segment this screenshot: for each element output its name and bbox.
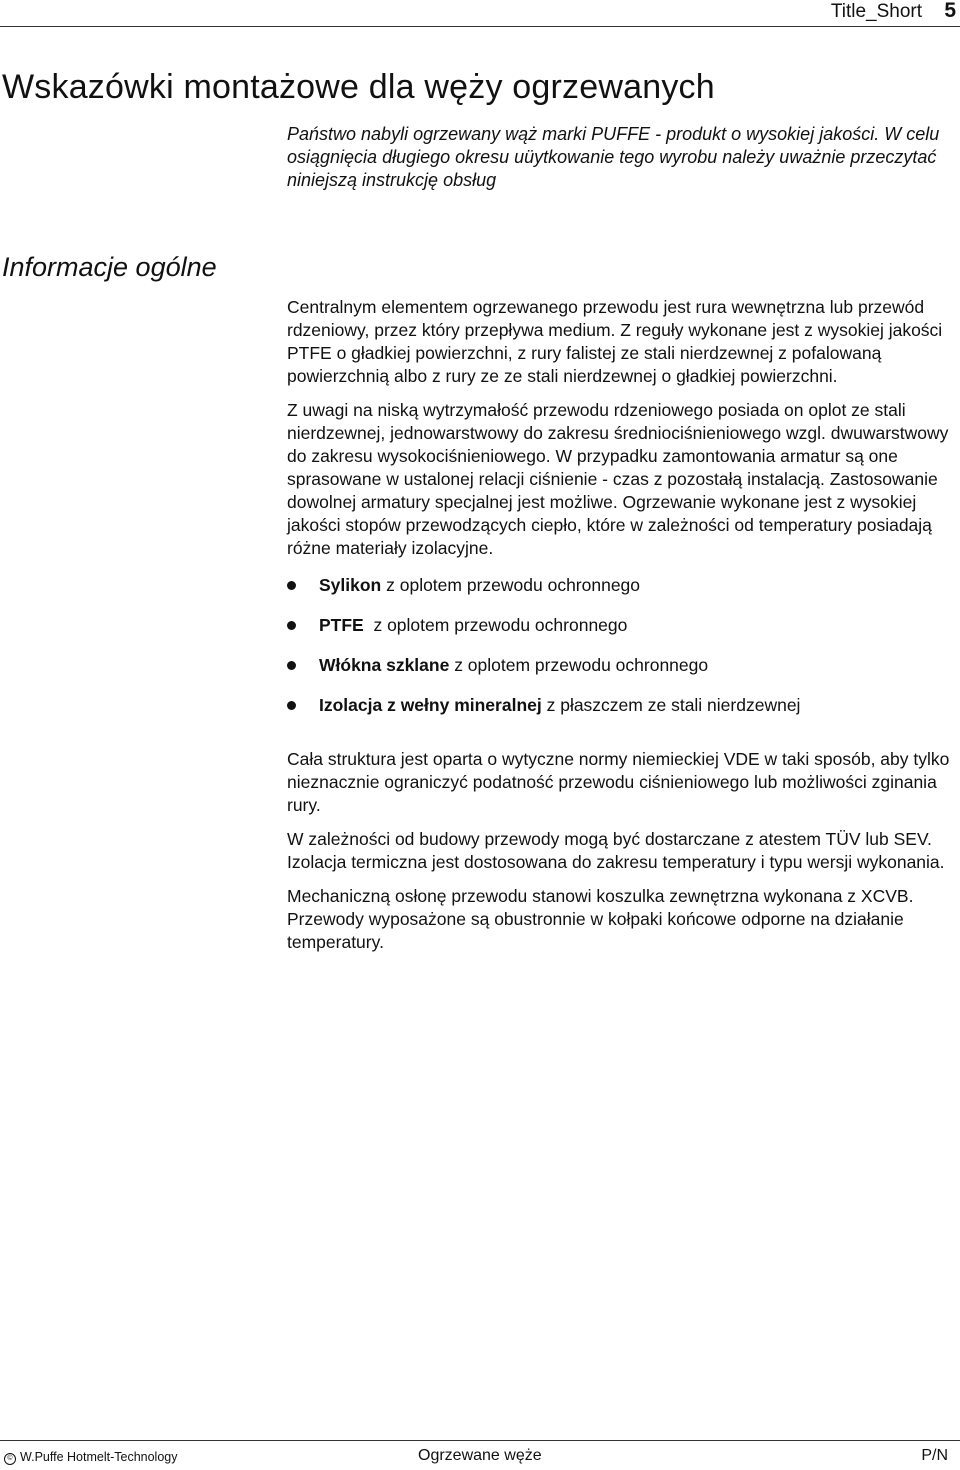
bullet-icon [287, 621, 296, 630]
section-title: Informacje ogólne [2, 252, 217, 282]
insulation-list [287, 574, 955, 734]
copyright-icon: © [4, 1453, 16, 1465]
page-footer [0, 1440, 960, 1470]
list-item-term: Izolacja z wełny mineralnej [319, 695, 542, 715]
list-item [287, 654, 955, 694]
list-item-term: PTFE [319, 615, 364, 635]
bullet-icon [287, 661, 296, 670]
footer-part-number: P/N [921, 1447, 948, 1464]
list-item [287, 574, 955, 614]
paragraph: W zależności od budowy przewody mogą być dostarczane z atestem TÜV lub SEV. Izolacja termiczna jest dostosowana do zakresu temperatury i typu wersji wykonania. [287, 829, 945, 872]
bullet-icon [287, 581, 296, 590]
footer-document-title: Ogrzewane węże [418, 1447, 542, 1464]
list-item-text: z oplotem przewodu ochronnego [363, 615, 628, 635]
header-title: Title_Short [830, 1, 922, 22]
list-item-text: z płaszczem ze stali nierdzewnej [541, 695, 801, 715]
list-item-text: z oplotem przewodu ochronnego [449, 655, 709, 675]
footer-company-name: W.Puffe Hotmelt-Technology [20, 1450, 178, 1464]
list-item [287, 614, 955, 654]
section-body [287, 296, 955, 965]
paragraph: Z uwagi na niską wytrzymałość przewodu rdzeniowego posiada on oplot ze stali nierdzewnej, jednowarstwowy do zakresu średniociśnieniowego wzgl. dwuwarstwowy do zakresu wysokociśnieniowego. W przypadku zamontowania armatur są one sprasowane w ustalonej relacji ciśnienie - czas z pozostałą instalacją. Zastosowanie dowolnej armatury specjalnej jest możliwe. Ogrzewanie wykonane jest z wysokiej jakości stopów przewodzących ciepło, które w zależności od temperatury posiadają różne materiały izolacyjne. [287, 400, 949, 558]
page-number: 5 [944, 0, 956, 22]
list-item-term: Włókna szklane [319, 655, 450, 675]
paragraph: Centralnym elementem ogrzewanego przewodu jest rura wewnętrzna lub przewód rdzeniowy, przez który przepływa medium. Z reguły wykonane jest z wysokiej jakości PTFE o gładkiej powierzchni, z rury falistej ze stali nierdzewnej z pofalowaną powierzchnią albo z rury ze ze stali nierdzewnej o gładkiej powierzchni. [287, 297, 943, 386]
list-item-term: Sylikon [319, 575, 382, 595]
document-title: Wskazówki montażowe dla węży ogrzewanych [2, 68, 715, 106]
paragraph: Cała struktura jest oparta o wytyczne normy niemieckiej VDE w taki sposób, aby tylko nieznacznie ograniczyć podatność przewodu ciśnieniowego lub możliwości zginania rury. [287, 749, 950, 815]
list-item [287, 694, 955, 734]
intro-paragraph: Państwo nabyli ogrzewany wąż marki PUFFE - produkt o wysokiej jakości. W celu osiągnięcia długiego okresu uüytkowanie tego wyrobu należy uważnie przeczytać niniejszą instrukcję obsług [287, 124, 940, 190]
list-item-text: z oplotem przewodu ochronnego [381, 575, 641, 595]
page-header [0, 0, 960, 27]
footer-company [4, 1450, 177, 1465]
bullet-icon [287, 701, 296, 710]
paragraph: Mechaniczną osłonę przewodu stanowi koszulka zewnętrzna wykonana z XCVB. Przewody wyposażone są obustronnie w kołpaki końcowe odporne na działanie temperatury. [287, 886, 914, 952]
